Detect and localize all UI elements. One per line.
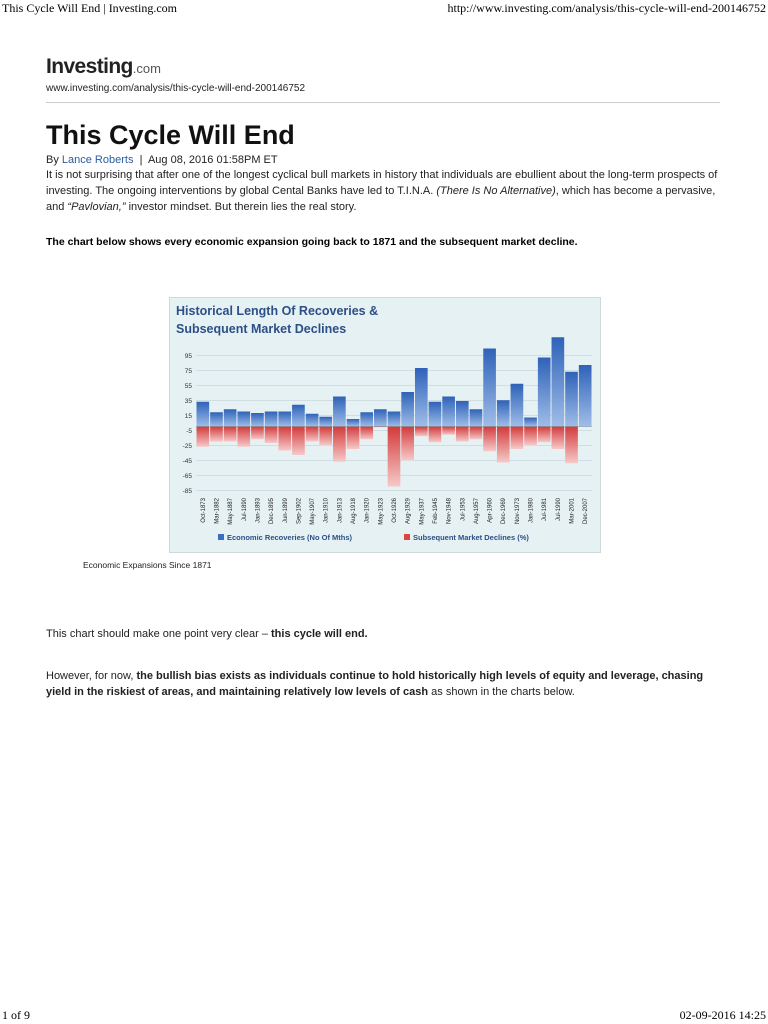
chart-svg [170,298,600,552]
recoveries-chart [169,297,601,553]
decline-bar [278,427,291,451]
divider [46,102,720,103]
y-tick-label: -65 [182,472,192,480]
recovery-bar [442,397,455,427]
x-tick-label: Jul-1890 [241,498,248,522]
recovery-bar [374,409,387,426]
decline-bar [292,427,305,456]
chart-intro: The chart below shows every economic expansion going back to 1871 and the subsequent market decline. [46,236,578,248]
recovery-bar [237,412,250,427]
byline [46,154,278,166]
author-link[interactable]: Lance Roberts [61,154,134,166]
x-tick-label: May-1887 [228,498,235,525]
recovery-bar [552,337,565,426]
print-timestamp: 02-09-2016 14:25 [679,1008,766,1022]
recovery-bar [524,418,537,427]
recovery-bar [251,413,264,427]
x-tick-label: Jun-1899 [282,498,289,524]
print-header [0,0,768,16]
print-footer [0,1006,768,1024]
x-tick-label: Jul-1990 [555,498,562,522]
p1-c: , which has become a pervasive, and [46,185,716,213]
x-tick-label: Aug-1929 [405,498,412,525]
decline-bar [470,427,483,440]
legend-label-declines: Subsequent Market Declines (%) [413,533,529,542]
decline-bar [524,427,537,446]
x-tick-label: Jul-1981 [542,498,549,522]
x-tick-label: May-1907 [310,498,317,525]
decline-bar [224,427,237,442]
y-tick-label: 15 [184,412,192,420]
x-tick-label: Oct-1873 [200,498,207,523]
x-tick-label: Jan-1893 [255,498,262,524]
decline-bar [388,427,401,487]
byline-separator: | [139,154,143,166]
decline-bar [497,427,510,463]
p1-a: It is not surprising that after one of the longest cyclical bull markets in history that individuals are ebullient about the long-term prospects of investing. The ongoing interventions by global Cental Banks have led to T.I.N.A. [46,169,718,197]
recovery-bar [333,397,346,427]
decline-bar [511,427,524,450]
intro-paragraph [46,167,726,215]
recovery-bar [579,365,592,427]
logo-suffix: .com [132,61,161,76]
page-title: This Cycle Will End [46,120,295,150]
x-tick-label: Nov-1948 [446,498,453,525]
p3-c: as shown in the charts below. [431,686,575,698]
chart-caption: Economic Expansions Since 1871 [83,560,212,570]
x-tick-label: Feb-1945 [432,498,439,524]
recovery-bar [265,412,278,427]
decline-bar [552,427,565,450]
x-tick-label: May-1923 [378,498,385,525]
investing-logo[interactable] [46,55,161,79]
decline-bar [333,427,346,462]
p1-e: investor mindset. But therein lies the real story. [128,201,357,213]
recovery-bar [456,401,469,427]
x-tick-label: Dec-2007 [583,498,590,525]
recovery-bar [306,414,319,427]
recovery-bar [538,358,551,427]
recovery-bar [210,412,223,426]
x-tick-label: Mar-2001 [569,498,576,524]
p2-a: This chart should make one point very clear – [46,628,268,640]
decline-bar [306,427,319,442]
legend-swatch-recoveries [218,534,224,540]
decline-bar [360,427,373,440]
recovery-bar [565,372,578,427]
decline-bar [401,427,414,461]
decline-bar [237,427,250,447]
x-tick-label: Jul-1953 [460,498,467,522]
p3-b: the bullish bias exists as individuals continue to hold historically high levels of equity and leverage, chasing yield in the riskiest of areas, and maintaining relatively low levels of cash [46,670,704,698]
publish-date: Aug 08, 2016 01:58PM ET [147,154,278,166]
x-tick-label: Dec-1969 [501,498,508,525]
bullish-bias-paragraph [46,668,726,700]
x-tick-label: Jan-1980 [528,498,535,524]
recovery-bar [347,419,360,427]
recovery-bar [483,349,496,427]
byline-prefix: By [46,154,59,166]
decline-bar [456,427,469,442]
p1-b: (There Is No Alternative) [436,185,556,197]
y-tick-label: 35 [184,397,192,405]
p3-a: However, for now, [46,670,134,682]
decline-bar [197,427,210,447]
y-tick-label: 95 [184,352,192,360]
chart-title-line: Historical Length Of Recoveries & [176,304,379,318]
p2-b: this cycle will end. [271,628,368,640]
recovery-bar [319,417,332,427]
source-url[interactable]: www.investing.com/analysis/this-cycle-will-end-200146752 [46,83,306,94]
x-tick-label: Jan-1913 [337,498,344,524]
decline-bar [483,427,496,452]
y-tick-label: 75 [184,367,192,375]
p1-d: “Pavlovian,” [67,201,126,213]
y-tick-label: -5 [186,427,192,435]
y-tick-label: 55 [184,382,192,390]
decline-bar [210,427,223,442]
decline-bar [347,427,360,450]
y-tick-label: -85 [182,487,192,495]
x-tick-label: Jan-1910 [323,498,330,524]
x-tick-label: Oct-1926 [392,498,398,523]
recovery-bar [415,368,428,427]
recovery-bar [429,402,442,427]
recovery-bar [470,409,483,426]
recovery-bar [497,400,510,426]
recovery-bar [511,384,524,427]
x-tick-label: Jan-1920 [364,498,371,524]
x-tick-label: Dec-1895 [269,498,276,525]
recovery-bar [388,412,401,427]
x-tick-label: Sep-1902 [296,498,303,525]
legend-label-recoveries: Economic Recoveries (No Of Mths) [227,533,353,542]
print-header-url: http://www.investing.com/analysis/this-cycle-will-end-200146752 [447,1,766,15]
decline-bar [265,427,278,444]
legend-swatch-declines [404,534,410,540]
page-number: 1 of 9 [2,1008,30,1022]
decline-bar [442,427,455,435]
x-tick-label: Aug-1957 [473,498,480,525]
decline-bar [415,427,428,437]
decline-bar [251,427,264,440]
decline-bar [319,427,332,446]
recovery-bar [197,402,210,427]
x-tick-label: Mar-1882 [214,498,221,524]
recovery-bar [224,409,237,426]
conclusion-paragraph [46,628,368,640]
chart-title-line: Subsequent Market Declines [176,322,347,336]
logo-main: Investing [46,55,133,78]
decline-bar [565,427,578,464]
x-tick-label: May-1937 [419,498,426,525]
x-tick-label: Aug-1918 [351,498,358,525]
decline-bar [538,427,551,443]
recovery-bar [360,412,373,426]
y-tick-label: -45 [182,457,192,465]
x-tick-label: Apr-1960 [487,498,494,523]
print-header-title: This Cycle Will End | Investing.com [2,1,178,15]
recovery-bar [292,405,305,427]
recovery-bar [401,392,414,427]
decline-bar [429,427,442,443]
recovery-bar [278,412,291,427]
y-tick-label: -25 [182,442,192,450]
x-tick-label: Nov-1973 [514,498,521,525]
